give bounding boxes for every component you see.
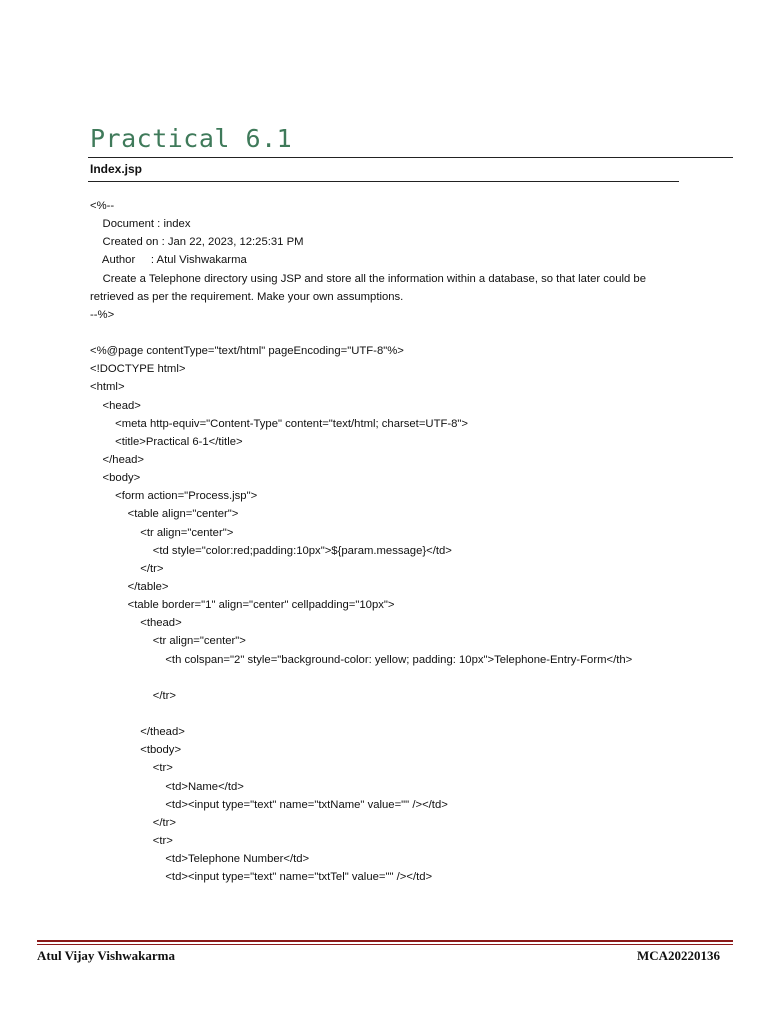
code-line: <td>Name</td> <box>90 780 244 793</box>
code-line: --%> <box>90 308 115 321</box>
title-divider <box>88 157 733 158</box>
code-line: <%-- <box>90 200 115 212</box>
code-line: Document : index <box>90 218 191 231</box>
code-line: <td><input type="text" name="txtName" value="" /></td> <box>90 798 448 811</box>
code-line: Create a Telephone directory using JSP and store all the information within a database, so that later could be retrieved as per the requirement. Make your own assumptions. <box>90 272 650 303</box>
code-line: Author : Atul Vishwakarma <box>90 254 247 267</box>
code-line: <tr align="center"> <box>90 635 246 648</box>
code-line: <body> <box>90 472 141 485</box>
code-line: <form action="Process.jsp"> <box>90 490 258 503</box>
code-line: </thead> <box>90 726 185 739</box>
code-line <box>90 324 670 342</box>
code-line: <%@page contentType="text/html" pageEncoding="UTF-8"%> <box>90 345 404 358</box>
code-line: Created on : Jan 22, 2023, 12:25:31 PM <box>90 236 304 249</box>
code-line: </tr> <box>90 689 177 702</box>
code-listing <box>90 197 670 886</box>
code-line: <td style="color:red;padding:10px">${param.message}</td> <box>90 544 452 557</box>
footer-divider-thick <box>37 940 733 942</box>
code-line <box>90 705 670 723</box>
code-line: <thead> <box>90 617 182 630</box>
code-line: <tr align="center"> <box>90 526 234 539</box>
footer-student-id: MCA20220136 <box>636 948 720 963</box>
code-line: <th colspan="2" style="background-color: yellow; padding: 10px">Telephone-Entry-Form</th> <box>90 653 633 666</box>
code-line: <tr> <box>90 762 173 775</box>
footer-divider-thin <box>37 944 733 945</box>
footer-author-name: Atul Vijay Vishwakarma <box>37 948 175 963</box>
code-line: <head> <box>90 399 141 412</box>
code-line: <html> <box>90 381 125 394</box>
code-line: <table border="1" align="center" cellpadding="10px"> <box>90 599 395 612</box>
code-line: <meta http-equiv="Content-Type" content="text/html; charset=UTF-8"> <box>90 417 469 430</box>
page-title: Practical 6.1 <box>90 124 293 153</box>
code-line <box>90 669 670 687</box>
code-line: </head> <box>90 454 145 466</box>
code-line: </table> <box>90 580 169 593</box>
code-line: <tbody> <box>90 744 182 757</box>
code-line: </tr> <box>90 816 177 829</box>
code-line: <tr> <box>90 834 173 847</box>
file-name-heading: Index.jsp <box>90 162 143 176</box>
filename-divider <box>88 181 679 182</box>
code-line: <title>Practical 6-1</title> <box>90 435 243 448</box>
code-line: </tr> <box>90 562 164 575</box>
code-line: <table align="center"> <box>90 508 239 521</box>
code-line: <td>Telephone Number</td> <box>90 853 310 866</box>
code-line: <td><input type="text" name="txtTel" value="" /></td> <box>90 871 433 884</box>
code-line: <!DOCTYPE html> <box>90 363 186 376</box>
